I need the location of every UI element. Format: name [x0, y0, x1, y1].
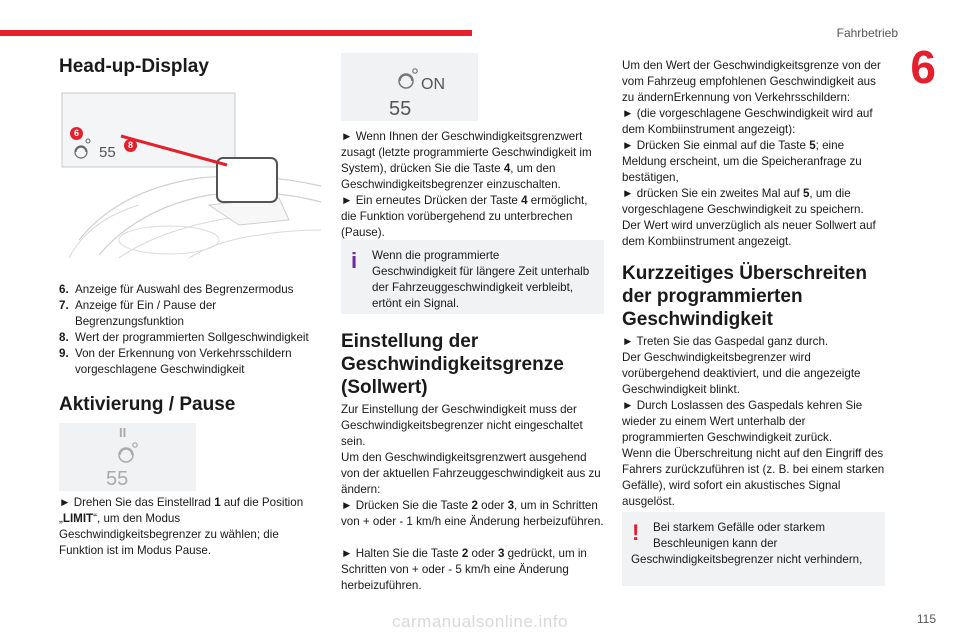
- info-note: [341, 240, 604, 314]
- callout-badge-8: 8: [124, 139, 137, 152]
- legend-text: Anzeige für Auswahl des Begrenzermodus: [75, 283, 294, 296]
- heading-aktivierung-pause: Aktivierung / Pause: [59, 394, 236, 415]
- warning-line: Bei starkem Gefälle oder starkem: [653, 521, 826, 534]
- chapter-color-bar: [0, 30, 472, 36]
- legend-item: [59, 282, 324, 298]
- on-indicator-figure: [341, 53, 478, 121]
- paragraph-pause: ► Ein erneutes Drücken der Taste 4 ermöglicht, die Funktion vorübergehend zu unterbrechen (Pause).: [341, 194, 588, 239]
- paragraph-verkehrsschilder-1: Um den Wert der Geschwindigkeitsgrenze von der vom Fahrzeug empfohlenen Geschwindigkeit aus zu ändernErkennung von Verkehrsschildern:: [622, 59, 881, 104]
- info-icon: i: [351, 248, 358, 273]
- pause-speed-value: 55: [106, 468, 129, 490]
- warning-line: Geschwindigkeitsbegrenzer nicht verhindern,: [631, 553, 863, 566]
- pause-indicator-illustration: [59, 423, 196, 491]
- section-title: Fahrbetrieb: [836, 26, 898, 40]
- on-label: ON: [421, 76, 445, 93]
- legend-list: [59, 282, 324, 378]
- callout-badge-6: 6: [70, 127, 83, 140]
- paragraph-einstellung-1: Zur Einstellung der Geschwindigkeit muss der Geschwindigkeitsbegrenzer nicht eingeschaltet sein.: [341, 403, 583, 448]
- paragraph-einstellung-2: Um den Geschwindigkeitsgrenzwert ausgehend von der aktuellen Fahrzeuggeschwindigkeit aus zu ändern:: [341, 451, 601, 496]
- paragraph-verkehrsschilder-3: ► Drücken Sie einmal auf die Taste 5; eine Meldung erscheint, um die Speicheranfrage zu bestätigen,: [622, 139, 862, 184]
- on-indicator-illustration: [341, 53, 478, 121]
- paragraph-einstellung-4: ► Halten Sie die Taste 2 oder 3 gedrückt, um in Schritten von + oder - 5 km/h eine Änderung herbeizuführen.: [341, 547, 587, 592]
- legend-text: Von der Erkennung von Verkehrsschildern vorgeschlagene Geschwindigkeit: [75, 347, 292, 376]
- hud-figure: [59, 90, 324, 260]
- watermark: carmanualsonline.info: [392, 612, 568, 631]
- paragraph-einschalten: ► Wenn Ihnen der Geschwindigkeitsgrenzwert zusagt (letzte programmierte Geschwindigkeit im System), drücken Sie die Taste 4, um den Geschwindigkeitsbegrenzer einzuschalten.: [341, 130, 592, 191]
- paragraph-aktivierung: ► Drehen Sie das Einstellrad 1 auf die Position „LIMIT“, um den Modus Geschwindigkeitsbegrenzer zu wählen; die Funktion ist im Modus Pause.: [59, 496, 304, 557]
- legend-number: 9.: [59, 347, 69, 360]
- hud-dashboard-illustration: [59, 90, 324, 260]
- pause-indicator-figure: [59, 423, 196, 491]
- warning-line: Beschleunigen kann der: [653, 537, 778, 550]
- warning-icon: !: [632, 520, 640, 545]
- on-speed-value: 55: [389, 98, 412, 120]
- legend-text: Anzeige für Ein / Pause der Begrenzungsfunktion: [75, 299, 217, 328]
- legend-number: 8.: [59, 331, 69, 344]
- legend-item: [59, 330, 324, 346]
- warning-note: [622, 512, 885, 586]
- legend-item: [59, 346, 324, 378]
- paragraph-ueberschreiten-3: ► Durch Loslassen des Gaspedals kehren Sie wieder zu einem Wert unterhalb der programmierten Geschwindigkeit zurück.: [622, 399, 863, 444]
- paragraph-verkehrsschilder-2: ► (die vorgeschlagene Geschwindigkeit wird auf dem Kombiinstrument angezeigt):: [622, 107, 873, 136]
- legend-item: [59, 298, 324, 330]
- paragraph-einstellung-3: ► Drücken Sie die Taste 2 oder 3, um in Schritten von + oder - 1 km/h eine Änderung herbeizuführen.: [341, 499, 604, 528]
- info-note-text: Geschwindigkeit für längere Zeit unterhalb der Fahrzeuggeschwindigkeit verbleibt, ertönt ein Signal.: [372, 265, 590, 310]
- chapter-number: 6: [910, 41, 936, 93]
- paragraph-verkehrsschilder-5: Der Wert wird unverzüglich als neuer Sollwert auf dem Kombiinstrument angezeigt.: [622, 219, 876, 248]
- heading-ueberschreiten: Kurzzeitiges Überschreiten der programmierten Geschwindigkeit: [622, 263, 867, 330]
- legend-text: Wert der programmierten Sollgeschwindigkeit: [75, 331, 309, 344]
- paragraph-ueberschreiten-4: Wenn die Überschreitung nicht auf den Eingriff des Fahrers zurückzuführen ist (z. B. bei einem starken Gefälle), wird sofort ein akustisches Signal ausgelöst.: [622, 447, 885, 508]
- heading-head-up-display: Head-up-Display: [59, 56, 209, 77]
- paragraph-ueberschreiten-1: ► Treten Sie das Gaspedal ganz durch.: [622, 335, 829, 348]
- pause-mark: II: [119, 425, 127, 440]
- page-number: 115: [916, 612, 936, 626]
- paragraph-ueberschreiten-2: Der Geschwindigkeitsbegrenzer wird vorübergehend deaktiviert, und die angezeigte Geschwindigkeit blinkt.: [622, 351, 861, 396]
- legend-number: 6.: [59, 283, 69, 296]
- heading-einstellung: Einstellung der Geschwindigkeitsgrenze (Sollwert): [341, 331, 564, 398]
- info-note-line: Wenn die programmierte: [372, 249, 500, 262]
- paragraph-verkehrsschilder-4: ► drücken Sie ein zweites Mal auf 5, um die vorgeschlagene Geschwindigkeit zu speichern.: [622, 187, 864, 216]
- legend-number: 7.: [59, 299, 69, 312]
- hud-speed-value: 55: [99, 144, 116, 161]
